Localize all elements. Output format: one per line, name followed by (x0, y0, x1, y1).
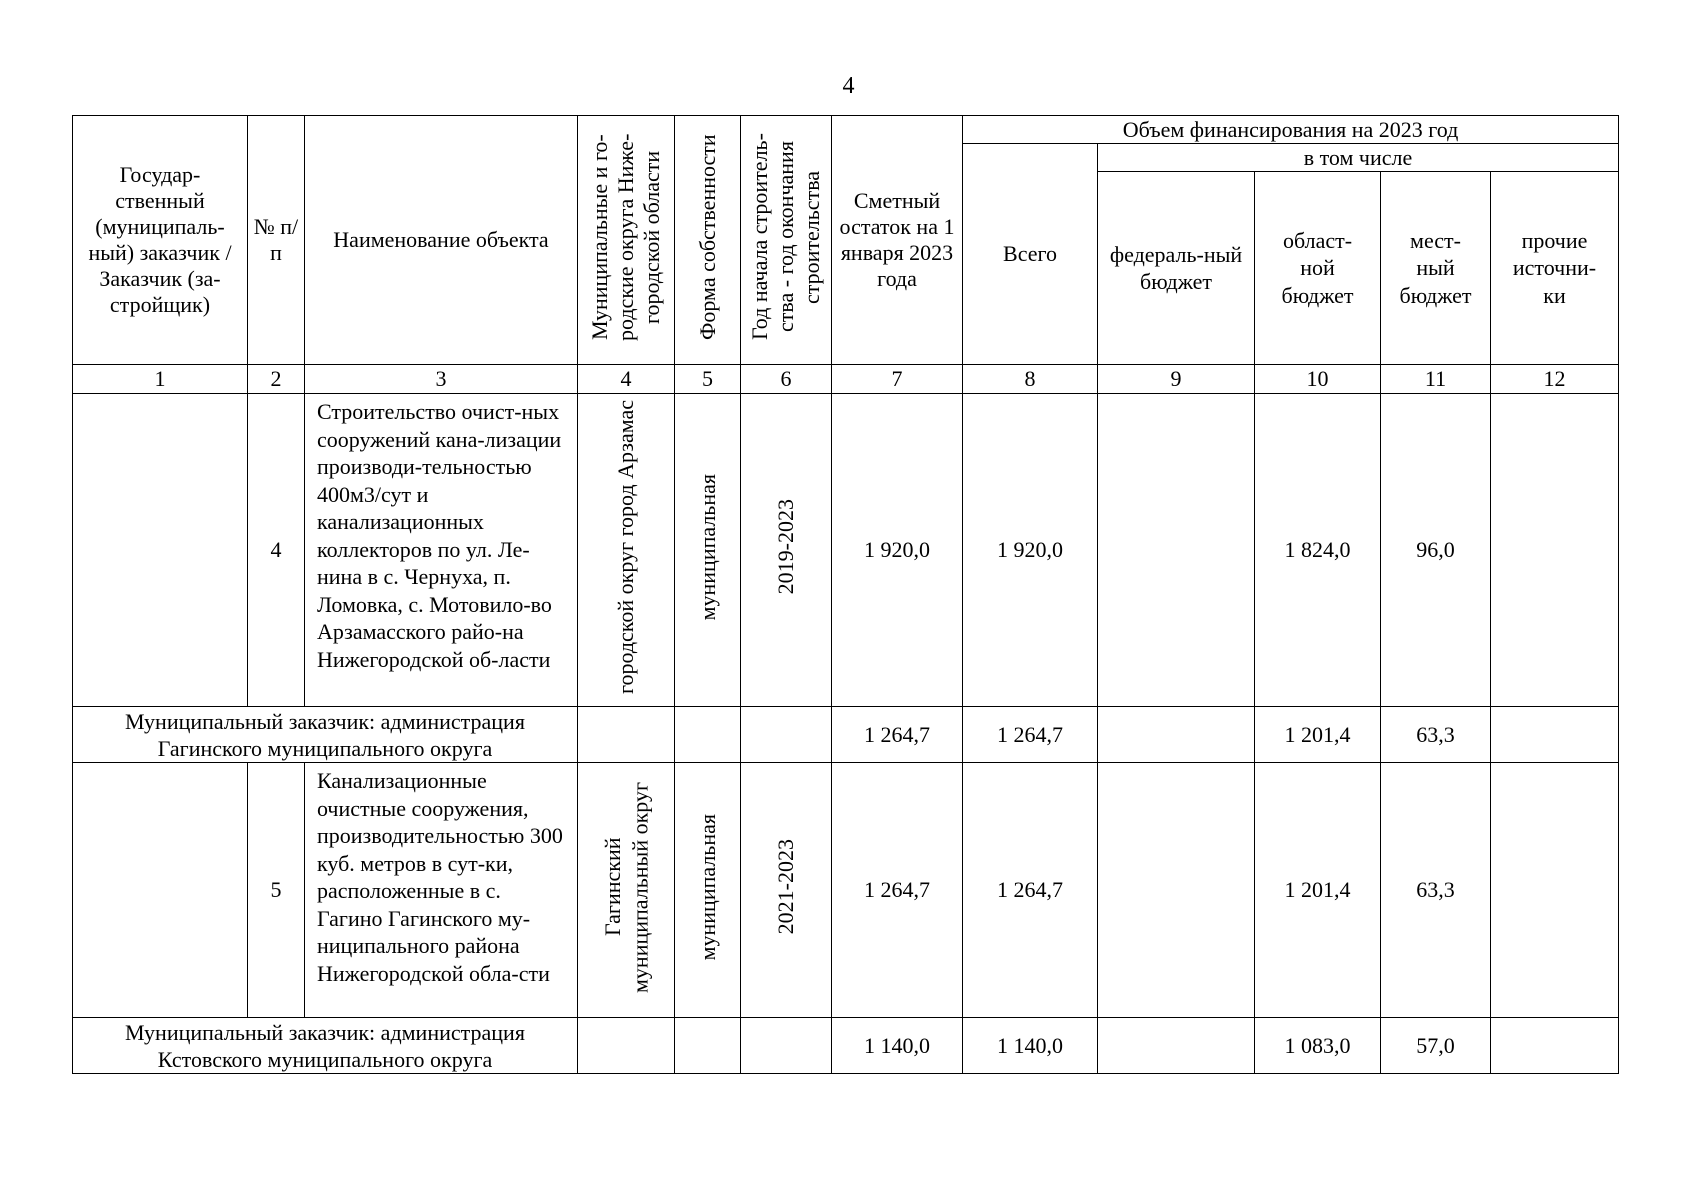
regional-value: 1 083,0 (1255, 1018, 1381, 1074)
column-number: 1 (73, 365, 248, 394)
ownership-text: муниципальная (694, 813, 720, 960)
regional-value: 1 201,4 (1255, 707, 1381, 763)
object-name: Канализационные очистные сооружения, производительностью 300 куб. метров в сут-ки, расположенные в с. Гагино Гагинского му-ниципального района Нижегородской обла-сти (305, 763, 578, 1018)
regional-value: 1 201,4 (1255, 763, 1381, 1018)
federal-value (1098, 763, 1255, 1018)
row-number: 5 (248, 763, 305, 1018)
federal-value (1098, 1018, 1255, 1074)
header-years (741, 116, 832, 365)
ownership-text: муниципальная (694, 473, 720, 620)
years-cell (741, 763, 832, 1018)
municipality-cell (578, 763, 675, 1018)
header-number (248, 116, 305, 365)
balance-value: 1 920,0 (832, 394, 963, 707)
balance-value: 1 264,7 (832, 707, 963, 763)
object-name: Строительство очист-ных сооружений кана-лизации производи-тельностью 400м3/сут и канализационных коллекторов по ул. Ле-нина в с. Чернуха, п. Ломовка, с. Мотовило-во Арзамасского райо-на Нижегородской об-ласти (305, 394, 578, 707)
header-other-text: прочие источни-ки (1512, 227, 1597, 308)
municipality-text: городской округ город Арзамас (613, 399, 639, 694)
other-value (1491, 763, 1619, 1018)
subtotal-row (73, 707, 1619, 763)
header-number-text: № п/п (253, 214, 299, 265)
years-text: 2019-2023 (773, 499, 799, 595)
header-ownership-text: Форма собственности (694, 134, 720, 340)
header-balance (832, 116, 963, 365)
header-customer (73, 116, 248, 365)
federal-value (1098, 394, 1255, 707)
column-number: 6 (741, 365, 832, 394)
header-local-text: мест-ный бюджет (1399, 227, 1472, 308)
subtotal-label: Муниципальный заказчик: администрация Кстовского муниципального округа (73, 1018, 578, 1074)
customer-cell (73, 763, 248, 1018)
header-balance-text: Сметный остаток на 1 января 2023 года (839, 188, 955, 291)
empty-cell (675, 1018, 741, 1074)
header-years-text: Год начала строитель-ства - год окончания строительства (747, 133, 824, 341)
column-number: 9 (1098, 365, 1255, 394)
balance-value: 1 264,7 (832, 763, 963, 1018)
other-value (1491, 394, 1619, 707)
column-numbers-row (73, 365, 1619, 394)
funding-table (72, 115, 1619, 1074)
years-text: 2021-2023 (773, 839, 799, 935)
ownership-cell (675, 763, 741, 1018)
federal-value (1098, 707, 1255, 763)
column-number: 5 (675, 365, 741, 394)
column-number: 7 (832, 365, 963, 394)
other-value (1491, 1018, 1619, 1074)
column-number: 2 (248, 365, 305, 394)
header-funding-group (963, 116, 1619, 144)
column-number: 3 (305, 365, 578, 394)
header-ownership (675, 116, 741, 365)
column-number: 10 (1255, 365, 1381, 394)
header-total-text: Всего (1003, 241, 1057, 266)
page-number: 4 (842, 73, 855, 99)
local-value: 63,3 (1381, 763, 1491, 1018)
other-value (1491, 707, 1619, 763)
column-number: 12 (1491, 365, 1619, 394)
header-federal-text: федераль-ный бюджет (1109, 241, 1243, 294)
header-regional-text: област-ной бюджет (1281, 227, 1354, 308)
years-cell (741, 394, 832, 707)
total-value: 1 140,0 (963, 1018, 1098, 1074)
municipality-cell (578, 394, 675, 707)
empty-cell (578, 1018, 675, 1074)
empty-cell (578, 707, 675, 763)
subtotal-label: Муниципальный заказчик: администрация Гагинского муниципального округа (73, 707, 578, 763)
header-federal (1098, 172, 1255, 365)
header-total (963, 144, 1098, 365)
header-customer-text: Государ-ственный (муниципаль-ный) заказчик / Заказчик (за-стройщик) (88, 162, 232, 317)
total-value: 1 264,7 (963, 707, 1098, 763)
table-row (73, 763, 1619, 1018)
table-row (73, 394, 1619, 707)
subtotal-row (73, 1018, 1619, 1074)
regional-value: 1 824,0 (1255, 394, 1381, 707)
balance-value: 1 140,0 (832, 1018, 963, 1074)
customer-cell (73, 394, 248, 707)
empty-cell (741, 707, 832, 763)
header-including-text: в том числе (1303, 144, 1413, 170)
header-local (1381, 172, 1491, 365)
local-value: 63,3 (1381, 707, 1491, 763)
header-other (1491, 172, 1619, 365)
column-number: 11 (1381, 365, 1491, 394)
header-object-name (305, 116, 578, 365)
header-object-name-text: Наименование объекта (333, 227, 549, 252)
header-funding-group-text: Объем финансирования на 2023 год (1122, 116, 1459, 142)
total-value: 1 264,7 (963, 763, 1098, 1018)
header-including (1098, 144, 1619, 172)
local-value: 57,0 (1381, 1018, 1491, 1074)
total-value: 1 920,0 (963, 394, 1098, 707)
header-municipality-text: Муниципальные и го-родские округа Ниже-городской области (587, 133, 664, 341)
column-number: 8 (963, 365, 1098, 394)
column-number: 4 (578, 365, 675, 394)
ownership-cell (675, 394, 741, 707)
header-municipality (578, 116, 675, 365)
row-number: 4 (248, 394, 305, 707)
municipality-text: Гагинский муниципальный округ (599, 781, 652, 993)
local-value: 96,0 (1381, 394, 1491, 707)
empty-cell (741, 1018, 832, 1074)
header-regional (1255, 172, 1381, 365)
empty-cell (675, 707, 741, 763)
